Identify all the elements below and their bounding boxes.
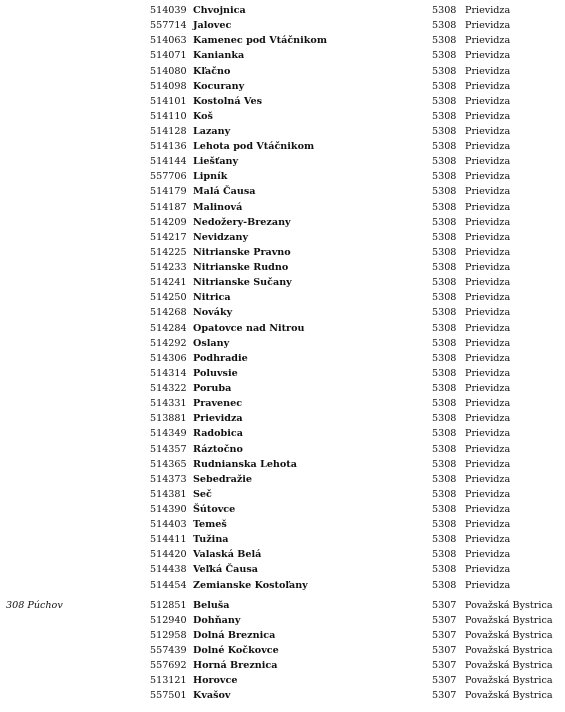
- table-row: [0, 614, 565, 628]
- table-row: [0, 4, 565, 18]
- district-name: Prievidza: [465, 473, 511, 485]
- municipality-name: Temeš: [193, 519, 227, 531]
- municipality-name: Oslany: [193, 337, 230, 349]
- table-row: [0, 95, 565, 109]
- district-code: 5308: [432, 519, 457, 531]
- district-code: 5308: [432, 473, 457, 485]
- district-name: Prievidza: [465, 231, 511, 243]
- table-row: [0, 689, 565, 703]
- district-code: 5308: [432, 564, 457, 576]
- district-code: 5308: [432, 292, 457, 304]
- municipality-code: 513121: [150, 675, 187, 687]
- municipality-name: Lazany: [193, 126, 231, 137]
- district-code: 5307: [432, 629, 457, 641]
- municipality-name: Opatovce nad Nitrou: [193, 322, 305, 334]
- municipality-name: Kľačno: [193, 65, 231, 77]
- municipality-name: Šútovce: [193, 504, 236, 515]
- table-row: [0, 306, 565, 320]
- municipality-code: 514306: [150, 352, 187, 364]
- municipality-name: Sebedražie: [193, 473, 253, 485]
- district-code: 5308: [432, 504, 457, 515]
- district-code: 5308: [432, 156, 457, 168]
- municipality-code: 514179: [150, 186, 187, 198]
- table-row: [0, 629, 565, 643]
- municipality-code: 514284: [150, 322, 187, 334]
- district-code: 5308: [432, 277, 457, 289]
- municipality-name: Chvojnica: [193, 5, 246, 16]
- municipality-name: Lipník: [193, 171, 228, 183]
- district-name: Prievidza: [465, 65, 511, 77]
- district-name: Považská Bystrica: [465, 599, 553, 611]
- district-code: 5307: [432, 675, 457, 687]
- table-row: [0, 49, 565, 63]
- municipality-name: Poluvsie: [193, 367, 238, 379]
- district-name: Prievidza: [465, 383, 511, 394]
- municipality-name: Rudnianska Lehota: [193, 458, 297, 470]
- district-code: 5308: [432, 488, 457, 500]
- table-row: [0, 458, 565, 472]
- table-row: [0, 19, 565, 33]
- municipality-code: 514349: [150, 428, 187, 440]
- municipality-name: Nitrianske Rudno: [193, 262, 289, 273]
- table-row: [0, 473, 565, 487]
- district-code: 5308: [432, 367, 457, 379]
- municipality-code: 514233: [150, 262, 187, 273]
- municipality-name: Horovce: [193, 675, 238, 687]
- district-name: Prievidza: [465, 534, 511, 546]
- municipality-name: Dolná Breznica: [193, 629, 276, 641]
- district-code: 5308: [432, 413, 457, 425]
- municipality-name: Dohňany: [193, 614, 241, 626]
- district-name: Prievidza: [465, 277, 511, 289]
- municipality-name: Poruba: [193, 383, 232, 394]
- table-row: [0, 518, 565, 532]
- municipality-code: 514373: [150, 473, 187, 485]
- table-row: [0, 291, 565, 305]
- table-row: [0, 579, 565, 593]
- district-name: Prievidza: [465, 322, 511, 334]
- district-code: 5308: [432, 20, 457, 32]
- municipality-name: Nitrianske Sučany: [193, 277, 292, 289]
- municipality-name: Lehota pod Vtáčnikom: [193, 141, 315, 153]
- municipality-name: Malinová: [193, 201, 243, 213]
- district-code: 5308: [432, 428, 457, 440]
- district-name: Prievidza: [465, 201, 511, 213]
- municipality-code: 557706: [150, 171, 187, 183]
- municipality-code: 514357: [150, 443, 187, 455]
- municipality-code: 514071: [150, 50, 187, 62]
- table-row: [0, 443, 565, 457]
- table-row: [0, 80, 565, 94]
- table-row: [0, 599, 565, 613]
- table-row: [0, 125, 565, 139]
- table-row: [0, 533, 565, 547]
- municipality-name: Nitrianske Pravno: [193, 246, 291, 258]
- district-code: 5308: [432, 110, 457, 122]
- table-row: [0, 276, 565, 290]
- municipality-name: Tužina: [193, 534, 229, 546]
- district-code: 5307: [432, 645, 457, 656]
- table-row: [0, 246, 565, 260]
- district-code: 5308: [432, 141, 457, 153]
- municipality-name: Valaská Belá: [193, 549, 262, 561]
- table-row: [0, 170, 565, 184]
- municipality-code: 514322: [150, 383, 187, 394]
- district-code: 5307: [432, 599, 457, 611]
- municipality-code: 514292: [150, 337, 187, 349]
- municipality-code: 514098: [150, 80, 187, 92]
- municipality-name: Kostolná Ves: [193, 95, 263, 107]
- table-row: [0, 644, 565, 658]
- district-code: 5308: [432, 126, 457, 137]
- municipality-code: 514080: [150, 65, 187, 77]
- district-code: 5308: [432, 262, 457, 273]
- municipality-code: 514454: [150, 579, 187, 591]
- municipality-code: 514438: [150, 564, 187, 576]
- municipality-code: 512851: [150, 599, 187, 611]
- district-code: 5308: [432, 579, 457, 591]
- municipality-code: 514381: [150, 488, 187, 500]
- municipality-name: Veľká Čausa: [193, 564, 258, 576]
- municipality-name: Liešťany: [193, 156, 239, 168]
- district-code: 5308: [432, 322, 457, 334]
- district-name: Prievidza: [465, 20, 511, 32]
- district-code: 5308: [432, 171, 457, 183]
- district-name: Prievidza: [465, 35, 511, 47]
- municipality-name: Ráztočno: [193, 443, 243, 455]
- municipality-code: 514365: [150, 458, 187, 470]
- municipality-name: Seč: [193, 488, 212, 500]
- district-code: 5308: [432, 186, 457, 198]
- table-row: [0, 337, 565, 351]
- municipality-code: 557714: [150, 20, 187, 32]
- municipality-name: Kocurany: [193, 80, 245, 92]
- district-code: 5308: [432, 80, 457, 92]
- district-name: Prievidza: [465, 95, 511, 107]
- municipality-name: Kvašov: [193, 690, 231, 702]
- table-row: [0, 397, 565, 411]
- district-code: 5308: [432, 534, 457, 546]
- municipality-code: 557439: [150, 645, 187, 656]
- district-code: 5308: [432, 307, 457, 319]
- municipality-name: Jalovec: [193, 20, 232, 32]
- municipality-code: 514331: [150, 398, 187, 410]
- district-code: 5308: [432, 65, 457, 77]
- district-name: Prievidza: [465, 80, 511, 92]
- table-row: [0, 140, 565, 154]
- district-code: 5307: [432, 660, 457, 672]
- district-name: Prievidza: [465, 519, 511, 531]
- municipality-code: 514390: [150, 504, 187, 515]
- municipality-name: Nevidzany: [193, 231, 249, 243]
- municipality-name: Zemianske Kostoľany: [193, 579, 308, 591]
- district-name: Prievidza: [465, 292, 511, 304]
- district-name: Prievidza: [465, 50, 511, 62]
- municipality-code: 557501: [150, 690, 187, 702]
- table-row: [0, 659, 565, 673]
- municipality-name: Koš: [193, 110, 213, 122]
- municipality-name: Nitrica: [193, 292, 231, 304]
- municipality-code: 514403: [150, 519, 187, 531]
- district-name: Prievidza: [465, 5, 511, 16]
- district-name: Prievidza: [465, 428, 511, 440]
- district-code: 5308: [432, 443, 457, 455]
- district-code: 5308: [432, 5, 457, 16]
- municipality-code: 512958: [150, 629, 187, 641]
- municipality-code: 514063: [150, 35, 187, 47]
- municipality-name: Horná Breznica: [193, 660, 278, 672]
- district-code: 5308: [432, 352, 457, 364]
- municipality-name: Nováky: [193, 307, 233, 319]
- municipality-code: 514225: [150, 246, 187, 258]
- municipality-name: Prievidza: [193, 413, 243, 425]
- district-name: Považská Bystrica: [465, 645, 553, 656]
- table-row: [0, 216, 565, 230]
- table-row: [0, 185, 565, 199]
- district-code: 5307: [432, 614, 457, 626]
- district-code: 5308: [432, 216, 457, 228]
- district-name: Prievidza: [465, 216, 511, 228]
- table-row: [0, 34, 565, 48]
- municipality-name: Nedožery-Brezany: [193, 216, 291, 228]
- municipality-code: 512940: [150, 614, 187, 626]
- district-label: 308 Púchov: [6, 599, 63, 611]
- municipality-code: 514420: [150, 549, 187, 561]
- table-row: [0, 261, 565, 275]
- table-row: [0, 367, 565, 381]
- district-name: Prievidza: [465, 307, 511, 319]
- municipality-name: Podhradie: [193, 352, 248, 364]
- table-row: [0, 412, 565, 426]
- district-code: 5308: [432, 337, 457, 349]
- district-name: Prievidza: [465, 504, 511, 515]
- district-code: 5308: [432, 201, 457, 213]
- table-row: [0, 65, 565, 79]
- table-row: [0, 352, 565, 366]
- district-code: 5308: [432, 231, 457, 243]
- table-row: [0, 382, 565, 396]
- district-name: Považská Bystrica: [465, 690, 553, 702]
- municipality-code: 514241: [150, 277, 187, 289]
- municipality-name: Pravenec: [193, 398, 243, 410]
- table-row: [0, 674, 565, 688]
- district-code: 5308: [432, 398, 457, 410]
- district-name: Prievidza: [465, 488, 511, 500]
- district-name: Prievidza: [465, 156, 511, 168]
- district-name: Prievidza: [465, 337, 511, 349]
- municipality-name: Dolné Kočkovce: [193, 645, 279, 656]
- district-code: 5308: [432, 246, 457, 258]
- district-name: Prievidza: [465, 141, 511, 153]
- municipality-code: 557692: [150, 660, 187, 672]
- municipality-name: Radobica: [193, 428, 243, 440]
- municipality-code: 514110: [150, 110, 187, 122]
- municipality-code: 513881: [150, 413, 187, 425]
- district-name: Prievidza: [465, 110, 511, 122]
- district-name: Prievidza: [465, 549, 511, 561]
- municipality-code: 514128: [150, 126, 187, 137]
- table-row: [0, 155, 565, 169]
- municipality-code: 514217: [150, 231, 187, 243]
- table-row: [0, 110, 565, 124]
- district-name: Prievidza: [465, 186, 511, 198]
- district-name: Prievidza: [465, 443, 511, 455]
- district-name: Prievidza: [465, 352, 511, 364]
- district-name: Prievidza: [465, 367, 511, 379]
- district-code: 5308: [432, 458, 457, 470]
- district-name: Prievidza: [465, 398, 511, 410]
- district-name: Prievidza: [465, 262, 511, 273]
- district-name: Prievidza: [465, 246, 511, 258]
- district-name: Považská Bystrica: [465, 629, 553, 641]
- district-code: 5308: [432, 35, 457, 47]
- municipality-code: 514268: [150, 307, 187, 319]
- municipality-code: 514209: [150, 216, 187, 228]
- district-name: Prievidza: [465, 171, 511, 183]
- municipality-code: 514314: [150, 367, 187, 379]
- table-row: [0, 231, 565, 245]
- table-row: [0, 427, 565, 441]
- table-row: [0, 201, 565, 215]
- district-name: Považská Bystrica: [465, 675, 553, 687]
- table-row: [0, 322, 565, 336]
- district-name: Prievidza: [465, 126, 511, 137]
- municipality-name: Kamenec pod Vtáčnikom: [193, 35, 327, 47]
- district-name: Prievidza: [465, 458, 511, 470]
- district-code: 5308: [432, 50, 457, 62]
- municipality-code: 514101: [150, 95, 187, 107]
- district-code: 5308: [432, 549, 457, 561]
- table-row: [0, 488, 565, 502]
- district-name: Považská Bystrica: [465, 660, 553, 672]
- municipality-name: Malá Čausa: [193, 186, 256, 198]
- municipality-name: Kanianka: [193, 50, 245, 62]
- municipality-name: Beluša: [193, 599, 230, 611]
- municipality-code: 514250: [150, 292, 187, 304]
- municipality-code: 514039: [150, 5, 187, 16]
- district-code: 5308: [432, 95, 457, 107]
- municipality-code: 514144: [150, 156, 187, 168]
- table-row: [0, 503, 565, 517]
- district-name: Prievidza: [465, 579, 511, 591]
- district-name: Prievidza: [465, 564, 511, 576]
- table-row: [0, 548, 565, 562]
- municipality-code: 514136: [150, 141, 187, 153]
- municipality-code: 514411: [150, 534, 187, 546]
- district-code: 5307: [432, 690, 457, 702]
- district-name: Prievidza: [465, 413, 511, 425]
- district-name: Považská Bystrica: [465, 614, 553, 626]
- table-row: [0, 563, 565, 577]
- municipality-code: 514187: [150, 201, 187, 213]
- district-code: 5308: [432, 383, 457, 394]
